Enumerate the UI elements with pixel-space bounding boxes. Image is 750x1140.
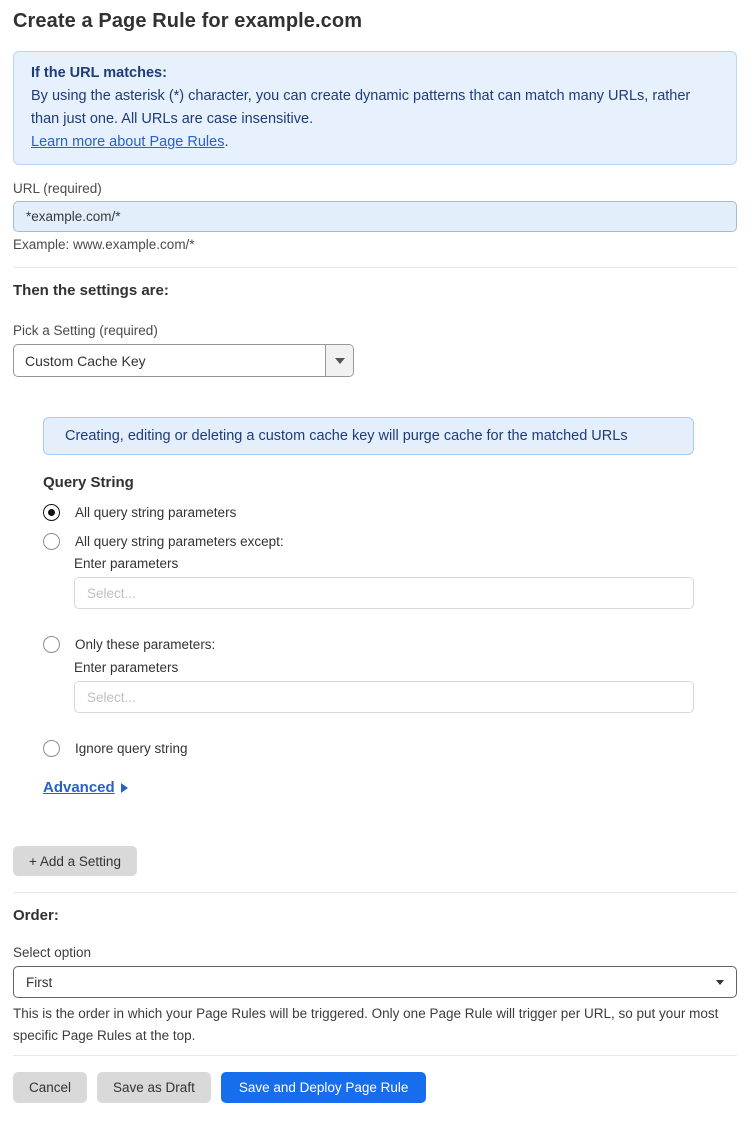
radio-ignore-qs[interactable] <box>43 740 60 757</box>
all-except-params-block <box>74 556 694 609</box>
radio-row-all-except <box>43 533 694 550</box>
url-match-info-box <box>13 51 737 165</box>
except-params-input[interactable] <box>74 577 694 609</box>
link-suffix: . <box>224 134 229 150</box>
learn-more-link[interactable]: Learn more about Page Rules <box>31 134 225 150</box>
order-select[interactable] <box>13 966 737 998</box>
save-deploy-button[interactable]: Save and Deploy Page Rule <box>221 1072 427 1103</box>
setting-detail-panel <box>43 417 694 796</box>
divider <box>13 892 737 893</box>
radio-row-ignore-qs <box>43 740 694 757</box>
radio-ignore-qs-label: Ignore query string <box>75 741 188 756</box>
chevron-down-icon[interactable] <box>325 345 353 376</box>
radio-all-params-label: All query string parameters <box>75 505 237 520</box>
only-these-params-block <box>74 660 694 713</box>
radio-all-except[interactable] <box>43 533 60 550</box>
cache-key-notice: Creating, editing or deleting a custom cache key will purge cache for the matched URLs <box>43 417 694 455</box>
add-setting-button[interactable]: + Add a Setting <box>13 846 137 876</box>
divider <box>13 267 737 268</box>
radio-row-only-these <box>43 636 694 653</box>
url-label: URL (required) <box>13 181 102 196</box>
footer-actions <box>13 1072 737 1103</box>
radio-all-except-label: All query string parameters except: <box>75 534 284 549</box>
pick-setting-label: Pick a Setting (required) <box>13 323 158 338</box>
divider <box>13 1055 737 1056</box>
cancel-button[interactable]: Cancel <box>13 1072 87 1103</box>
order-help-text: This is the order in which your Page Rules will be triggered. Only one Page Rule will trigger per URL, so put your most specific Page Rules at the top. <box>13 1006 719 1043</box>
order-heading: Order: <box>13 907 59 924</box>
url-example: Example: www.example.com/* <box>13 237 195 252</box>
page-title: Create a Page Rule for example.com <box>13 10 363 32</box>
url-input[interactable] <box>13 201 737 232</box>
radio-all-params[interactable] <box>43 504 60 521</box>
radio-only-these-label: Only these parameters: <box>75 637 216 652</box>
info-box-body: By using the asterisk (*) character, you can create dynamic patterns that can match many URLs, rather than just one. All URLs are case insensitive. <box>31 88 691 127</box>
advanced-row <box>43 779 694 796</box>
radio-row-all-params <box>43 504 694 521</box>
enter-parameters-label: Enter parameters <box>74 660 179 675</box>
query-string-heading: Query String <box>43 474 134 491</box>
info-box-link-line <box>31 131 719 154</box>
triangle-down-glyph <box>335 358 345 364</box>
chevron-down-icon <box>716 980 724 985</box>
settings-heading: Then the settings are: <box>13 282 169 299</box>
setting-select[interactable] <box>13 344 354 377</box>
info-box-heading: If the URL matches: <box>31 65 167 81</box>
chevron-right-icon <box>121 783 128 793</box>
radio-only-these[interactable] <box>43 636 60 653</box>
setting-select-value: Custom Cache Key <box>25 352 146 369</box>
only-params-input[interactable] <box>74 681 694 713</box>
save-draft-button[interactable]: Save as Draft <box>97 1072 211 1103</box>
order-select-value: First <box>26 974 53 990</box>
advanced-link[interactable]: Advanced <box>43 779 115 796</box>
order-select-label: Select option <box>13 945 92 960</box>
enter-parameters-label: Enter parameters <box>74 556 179 571</box>
